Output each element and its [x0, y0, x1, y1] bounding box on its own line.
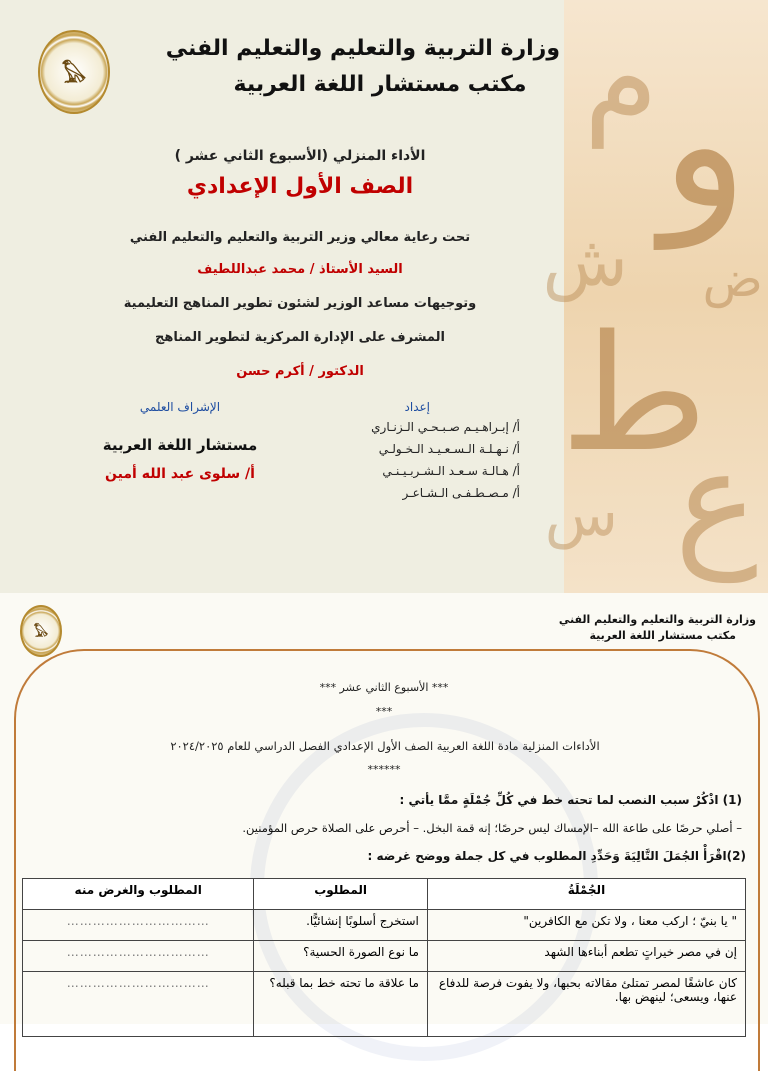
task-cell: ما نوع الصورة الحسية؟	[254, 941, 428, 972]
arabic-calligraphy-art: و م ط ع ش س ض	[564, 0, 768, 593]
supervisor-name: الدكتور / أكرم حسن	[236, 364, 364, 379]
preparer-name: أ/ نـهـلـة الـسـعـيـد الـخـولـي	[378, 442, 520, 456]
question-1: (1) اذْكُرْ سبب النصب لما تحته خط في كُلِّ جُمْلَةٍ ممَّا يأتي :	[399, 793, 742, 807]
patronage-text: تحت رعاية معالي وزير التربية والتعليم والتعليم الفني	[129, 230, 471, 245]
column-header: الجُمْلَةُ	[427, 879, 745, 910]
week-title: *** الأسبوع الثاني عشر ***	[319, 681, 449, 694]
scientific-supervision-heading: الإشراف العلمي	[139, 400, 221, 414]
supervisor-role: المشرف على الإدارة المركزية لتطوير المناهج	[154, 330, 445, 345]
eagle-icon: 𓅃	[61, 63, 87, 88]
table-row	[23, 941, 746, 972]
preparers-heading: إعداد	[404, 400, 430, 414]
answer-cell[interactable]: ……………………………	[23, 972, 254, 1037]
minister-name: السيد الأستاذ / محمد عبداللطيف	[197, 262, 403, 277]
sentence-cell: إن في مصر خيراتٍ تطعم أبناءها الشهد	[427, 941, 745, 972]
question-2: (2)اقْرَأْ الجُمَلَ التَّالِيَةَ وَحَدِّدِ المطلوب في كل جملة ووضح غرضه :	[367, 849, 746, 863]
stars-divider: ******	[367, 763, 401, 776]
office-title: مكتب مستشار اللغة العربية	[233, 72, 527, 97]
ministry-title: وزارة التربية والتعليم والتعليم الفني	[165, 36, 560, 61]
eagle-icon: 𓅃	[33, 625, 49, 641]
task-cell: ما علاقة ما تحته خط بما قبله؟	[254, 972, 428, 1037]
homework-subtitle: الأداءات المنزلية مادة اللغة العربية الصف الأول الإعدادي الفصل الدراسي للعام ٢٠٢٤/٢٠٢٥	[170, 739, 600, 753]
task-cell: استخرج أسلوبًا إنشائيًّا.	[254, 910, 428, 941]
answer-cell[interactable]: ……………………………	[23, 941, 254, 972]
scientific-supervisor-name: أ/ سلوى عبد الله أمين	[105, 466, 255, 482]
table-row	[23, 910, 746, 941]
table-header-row	[23, 879, 746, 910]
sentence-cell: كان عاشقًا لمصر تمتلئ مقالاته بحبها، ولا يفوت فرصة للدفاع عنها، ويسعى؛ لينهض بها.	[427, 972, 745, 1037]
exercise-page	[0, 593, 768, 1024]
guidance-text: وتوجيهات مساعد الوزير لشئون تطوير المناهج التعليمية	[123, 296, 477, 311]
column-header: المطلوب	[254, 879, 428, 910]
homework-title: الأداء المنزلي (الأسبوع الثاني عشر )	[174, 148, 426, 164]
ministry-seal-logo	[20, 605, 62, 657]
sentence-cell: " يا بنيّ ؛ اركب معنا ، ولا تكن مع الكافرين"	[427, 910, 745, 941]
answer-cell[interactable]: ……………………………	[23, 910, 254, 941]
question-1-sentences: – أصلي حرصًا على طاعة الله –الإمساك ليس حرصًا؛ إنه قمة البخل. – أحرص على الصلاة حرص المؤمنين.	[242, 821, 742, 835]
preparer-name: أ/ هـالـة سـعـد الـشـربـيـنـي	[382, 464, 520, 478]
office-title: مكتب مستشار اللغة العربية	[589, 629, 736, 642]
stars-divider: ***	[375, 705, 393, 718]
table-row	[23, 972, 746, 1037]
grade-title: الصف الأول الإعدادي	[186, 174, 414, 199]
ministry-seal-logo	[38, 30, 110, 114]
column-header: المطلوب والغرض منه	[23, 879, 254, 910]
preparer-name: أ/ إبـراهـيـم صـبـحـي الـزنـاري	[371, 420, 520, 434]
ministry-title: وزارة التربية والتعليم والتعليم الفني	[558, 613, 756, 626]
question-2-table	[22, 878, 746, 1037]
preparer-name: أ/ مـصـطـفـى الـشـاعـر	[402, 486, 520, 500]
scientific-supervisor-role: مستشار اللغة العربية	[102, 436, 258, 454]
